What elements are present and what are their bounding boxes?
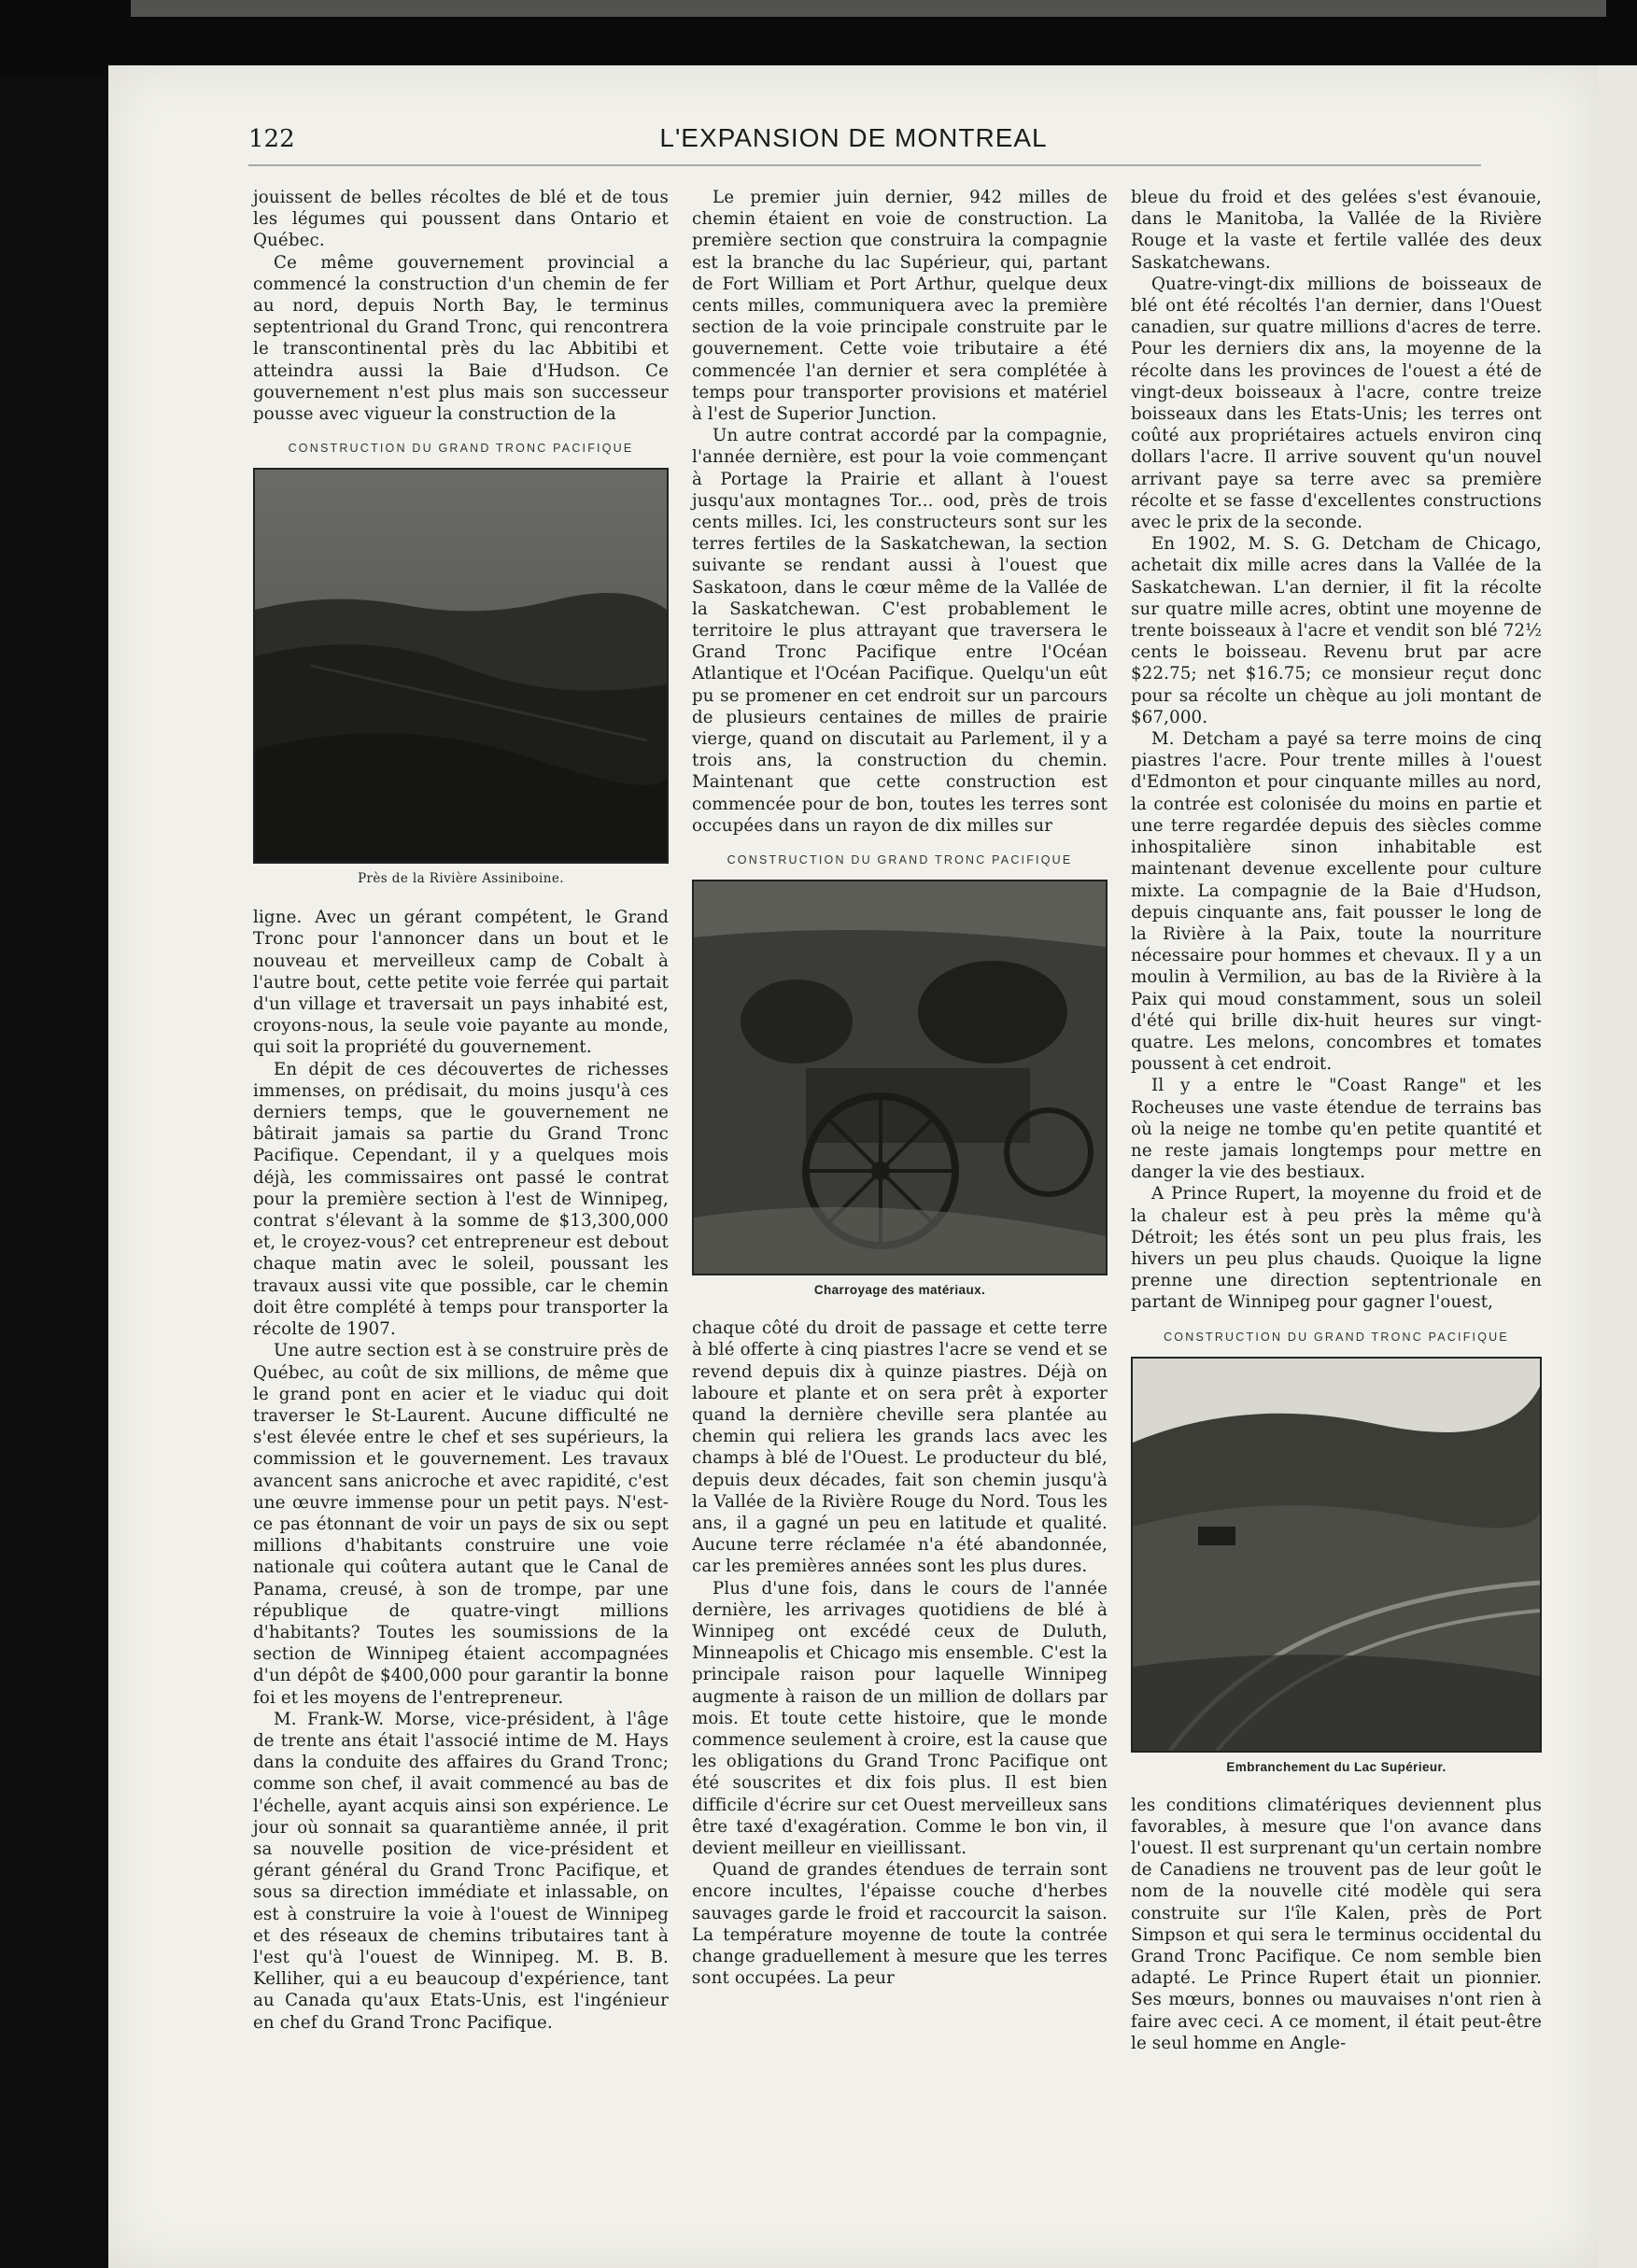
photo-assiniboine-river [253, 468, 669, 864]
paragraph: A Prince Rupert, la moyenne du froid et de la chaleur est à peu près la même qu'à Détroit; les étés sont un peu plus frais, les hivers un peu plus chauds. Quoique la ligne prenne une direction septentrionale en partant de Winnipeg pour gagner l'ouest, [1131, 1184, 1542, 1313]
figure-caption: Près de la Rivière Assiniboine. [358, 871, 564, 887]
figure-caption: Embranchement du Lac Supérieur. [1226, 1759, 1446, 1774]
paragraph: Une autre section est à se construire près de Québec, au coût de six millions, de même que le grand pont en acier et le viaduc qui doit traverser le St-Laurent. Aucune difficulté ne s'est élevée entre le chef et ses supérieurs, la commission et le gouvernement. Les travaux avancent sans anicroche et avec rapidité, c'est une œuvre immense pour un petit pays. N'est-ce pas étonnant de voir un pays de six ou sept millions d'habitants construire une voie nationale qui coûtera autant que le Canal de Panama, creusé, à son de trompe, par une république de quatre-vingt millions d'habitants? Toutes les soumissions de la section de Winnipeg étaient accompagnées d'un dépôt de $400,000 pour garantir la bonne foi et les moyens de l'entrepreneur. [253, 1341, 669, 1708]
scan-right-margin [1599, 65, 1637, 2268]
scan-previous-page-edge [131, 0, 1606, 17]
photo-lake-superior-branch [1131, 1357, 1542, 1753]
header-rule [248, 164, 1481, 166]
column-2 [692, 187, 1108, 1989]
paragraph: ligne. Avec un gérant compétent, le Grand Tronc pour l'annoncer dans un bout et le nouveau et merveilleux camp de Cobalt à l'autre bout, cette petite voie ferrée qui partait d'un village et traversait un pays inhabité est, croyons-nous, la seule voie payante au monde, qui soit la propriété du gouvernement. [253, 908, 669, 1058]
paragraph: Quatre-vingt-dix millions de boisseaux de blé ont été récoltés l'an dernier, dans l'Ouest canadien, sur quatre millions d'acres de terre. Pour les derniers dix ans, la moyenne de la récolte dans les provinces de l'ouest a été de vingt-deux boisseaux à l'acre, contre treize boisseaux dans les Etats-Unis; les terres ont coûté aux propriétaires actuels environ cinq dollars l'acre. Il arrive souvent qu'un nouvel arrivant paye sa terre avec sa première récolte et se fasse d'excellentes constructions avec le prix de la seconde. [1131, 274, 1542, 533]
paragraph: jouissent de belles récoltes de blé et de tous les légumes qui poussent dans Ontario et Québec. [253, 188, 669, 251]
figure-heading: CONSTRUCTION DU GRAND TRONC PACIFIQUE [727, 853, 1073, 867]
paragraph: Quand de grandes étendues de terrain sont encore incultes, l'épaisse couche d'herbes sauvages garde le froid et raccourcit la saison. La température moyenne de toute la contrée change graduellement à mesure que les terres sont occupées. La peur [692, 1860, 1108, 1989]
paragraph: En dépit de ces découvertes de richesses immenses, on prédisait, du moins jusqu'à ces derniers temps, que le gouvernement ne bâtirait jamais sa partie du Grand Tronc Pacifique. Cependant, il y a quelques mois déjà, les commissaires ont passé le contrat pour la première section à l'est de Winnipeg, contrat s'élevant à la somme de $13,300,000 et, le croyez-vous? cet entrepreneur est debout chaque matin avec le soleil, poussant les travaux aussi vite que possible, car le chemin doit être complété à temps pour transporter la récolte de 1907. [253, 1059, 669, 1340]
column-3 [1131, 187, 1542, 2054]
document-page [108, 65, 1599, 2268]
figure-heading: CONSTRUCTION DU GRAND TRONC PACIFIQUE [1164, 1330, 1509, 1344]
paragraph: Ce même gouvernement provincial a commencé la construction d'un chemin de fer au nord, depuis North Bay, le terminus septentrional du Grand Tronc, qui rencontrera le transcontinental près du lac Abbitibi et atteindra aussi la Baie d'Hudson. Ce gouvernement n'est plus mais son successeur pousse avec vigueur la construction de la [253, 252, 669, 425]
figure-heading: CONSTRUCTION DU GRAND TRONC PACIFIQUE [288, 442, 634, 456]
paragraph: Un autre contrat accordé par la compagnie, l'année dernière, est pour la voie commençant à Portage la Prairie et allant à l'ouest jusqu'aux montagnes Tor... ood, près de trois cents milles. Ici, les constructeurs sont sur les terres fertiles de la Saskatchewan, la section suivante se rendant aussi à l'ouest que Saskatoon, dans le cœur même de la Vallée de la Saskatchewan. C'est probablement le territoire le plus attrayant que traversera le Grand Tronc Pacifique entre l'Océan Atlantique et l'Océan Pacifique. Quelqu'un eût pu se promener en cet endroit sur un parcours de plusieurs centaines de milles de prairie vierge, quand on discutait au Parlement, il y a trois ans, la construction du chemin. Maintenant que cette construction est commencée pour de bon, toutes les terres sont occupées dans un rayon de dix milles sur [692, 426, 1108, 836]
paragraph: M. Frank-W. Morse, vice-président, à l'âge de trente ans était l'associé intime de M. Hays dans la conduite des affaires du Grand Tronc; comme son chef, il avait commencé au bas de l'échelle, ayant acquis ainsi son expérience. Le jour où sonnait sa quarantième année, il prit sa nouvelle position de vice-président et gérant général du Grand Tronc Pacifique, et sous sa direction immédiate et inlassable, on est à construire la voie à l'ouest de Winnipeg et des réseaux de chemins tributaires tant à l'est qu'à l'ouest de Winnipeg. M. B. B. Kelliher, qui a eu beaucoup d'expérience, tant au Canada qu'aux Etats-Unis, est l'ingénieur en chef du Grand Tronc Pacifique. [253, 1709, 669, 2033]
paragraph: En 1902, M. S. G. Detcham de Chicago, achetait dix mille acres dans la Vallée de la Saskatchewan. L'an dernier, il fit la récolte sur quatre mille acres, obtint une moyenne de trente boisseaux à l'acre et vendit son blé 72½ cents le boisseau. Revenu brut par acre $22.75; net $16.75; ce monsieur reçut donc pour sa récolte un chèque au joli montant de $67,000. [1131, 534, 1542, 727]
paragraph: bleue du froid et des gelées s'est évanouie, dans le Manitoba, la Vallée de la Rivière Rouge et la vaste et fertile vallée des deux Saskatchewans. [1131, 188, 1542, 273]
column-1 [253, 187, 669, 2034]
paragraph: Le premier juin dernier, 942 milles de chemin étaient en voie de construction. La première section que construira la compagnie est la branche du lac Supérieur, qui, partant de Fort William et Port Arthur, quelque deux cents milles, communiquera avec la première section de la voie principale construite par le gouvernement. Cette voie tributaire a été commencée l'an dernier et sera complétée à temps pour transporter provisions et matériel à l'est de Superior Junction. [692, 188, 1108, 425]
photo-material-haulage [692, 880, 1108, 1275]
page-number: 122 [248, 125, 295, 153]
paragraph: Plus d'une fois, dans le cours de l'année dernière, les arrivages quotidiens de blé à Winnipeg ont excédé ceux de Duluth, Minneapolis et Chicago mis ensemble. C'est la principale raison pour laquelle Winnipeg augmente à raison de un million de dollars par mois. Et toute cette histoire, que le monde commence seulement à croire, est la cause que les obligations du Grand Tronc Pacifique ont été souscrites et dix fois plus. Il est bien difficile d'écrire sur cet Ouest merveilleux sans être taxé d'exagération. Comme le bon vin, il devient meilleur en vieillissant. [692, 1578, 1108, 1858]
paragraph: Il y a entre le "Coast Range" et les Rocheuses une vaste étendue de terrains bas où la neige ne tombe qu'en petite quantité et ne reste jamais longtemps pour mettre en danger la vie des bestiaux. [1131, 1076, 1542, 1183]
paragraph: les conditions climatériques deviennent plus favorables, à mesure que l'on avance dans l'ouest. Il est surprenant qu'un certain nombre de Canadiens ne trouvent pas de leur goût le nom de la nouvelle cité modèle qui sera construite sur l'île Kalen, près de Port Simpson et qui sera le terminus occidental du Grand Tronc Pacifique. Ce nom semble bien adapté. Le Prince Rupert était un pionnier. Ses mœurs, bonnes ou mauvaises n'ont rien à faire avec ceci. A ce moment, il était peut-être le seul homme en Angle- [1131, 1795, 1542, 2053]
paragraph: chaque côté du droit de passage et cette terre à blé offerte à cinq piastres l'acre se vend et se revend depuis dix à quinze piastres. Déjà on laboure et plante et on sera prêt à exporter quand la dernière cheville sera plantée au chemin qui reliera les grands lacs avec les champs à blé de l'Ouest. Le producteur du blé, depuis deux décades, fait son chemin jusqu'à la Vallée de la Rivière Rouge du Nord. Tous les ans, il a gagné un peu en latitude et qualité. Aucune terre réclamée n'a été abandonnée, car les premières années sont les plus dures. [692, 1318, 1108, 1577]
journal-title: L'EXPANSION DE MONTREAL [659, 123, 1048, 152]
paragraph: M. Detcham a payé sa terre moins de cinq piastres l'acre. Pour trente milles à l'ouest d'Edmonton et pour cinquante milles au nord, la contrée est colonisée du moins en partie et une terre regardée depuis des siècles comme inhospitalière sinon inhabitable est maintenant devenue excellente pour culture mixte. La compagnie de la Baie d'Hudson, depuis cinquante ans, fait pousser le long de la Rivière à la Paix, toute la nourriture nécessaire pour hommes et chevaux. Il y a un moulin à Vermilion, au bas de la Rivière à la Paix qui moud constamment, sous un soleil d'été qui brille dix-huit heures sur vingt-quatre. Les melons, concombres et tomates poussent à cet endroit. [1131, 729, 1542, 1075]
figure-caption: Charroyage des matériaux. [813, 1283, 986, 1298]
